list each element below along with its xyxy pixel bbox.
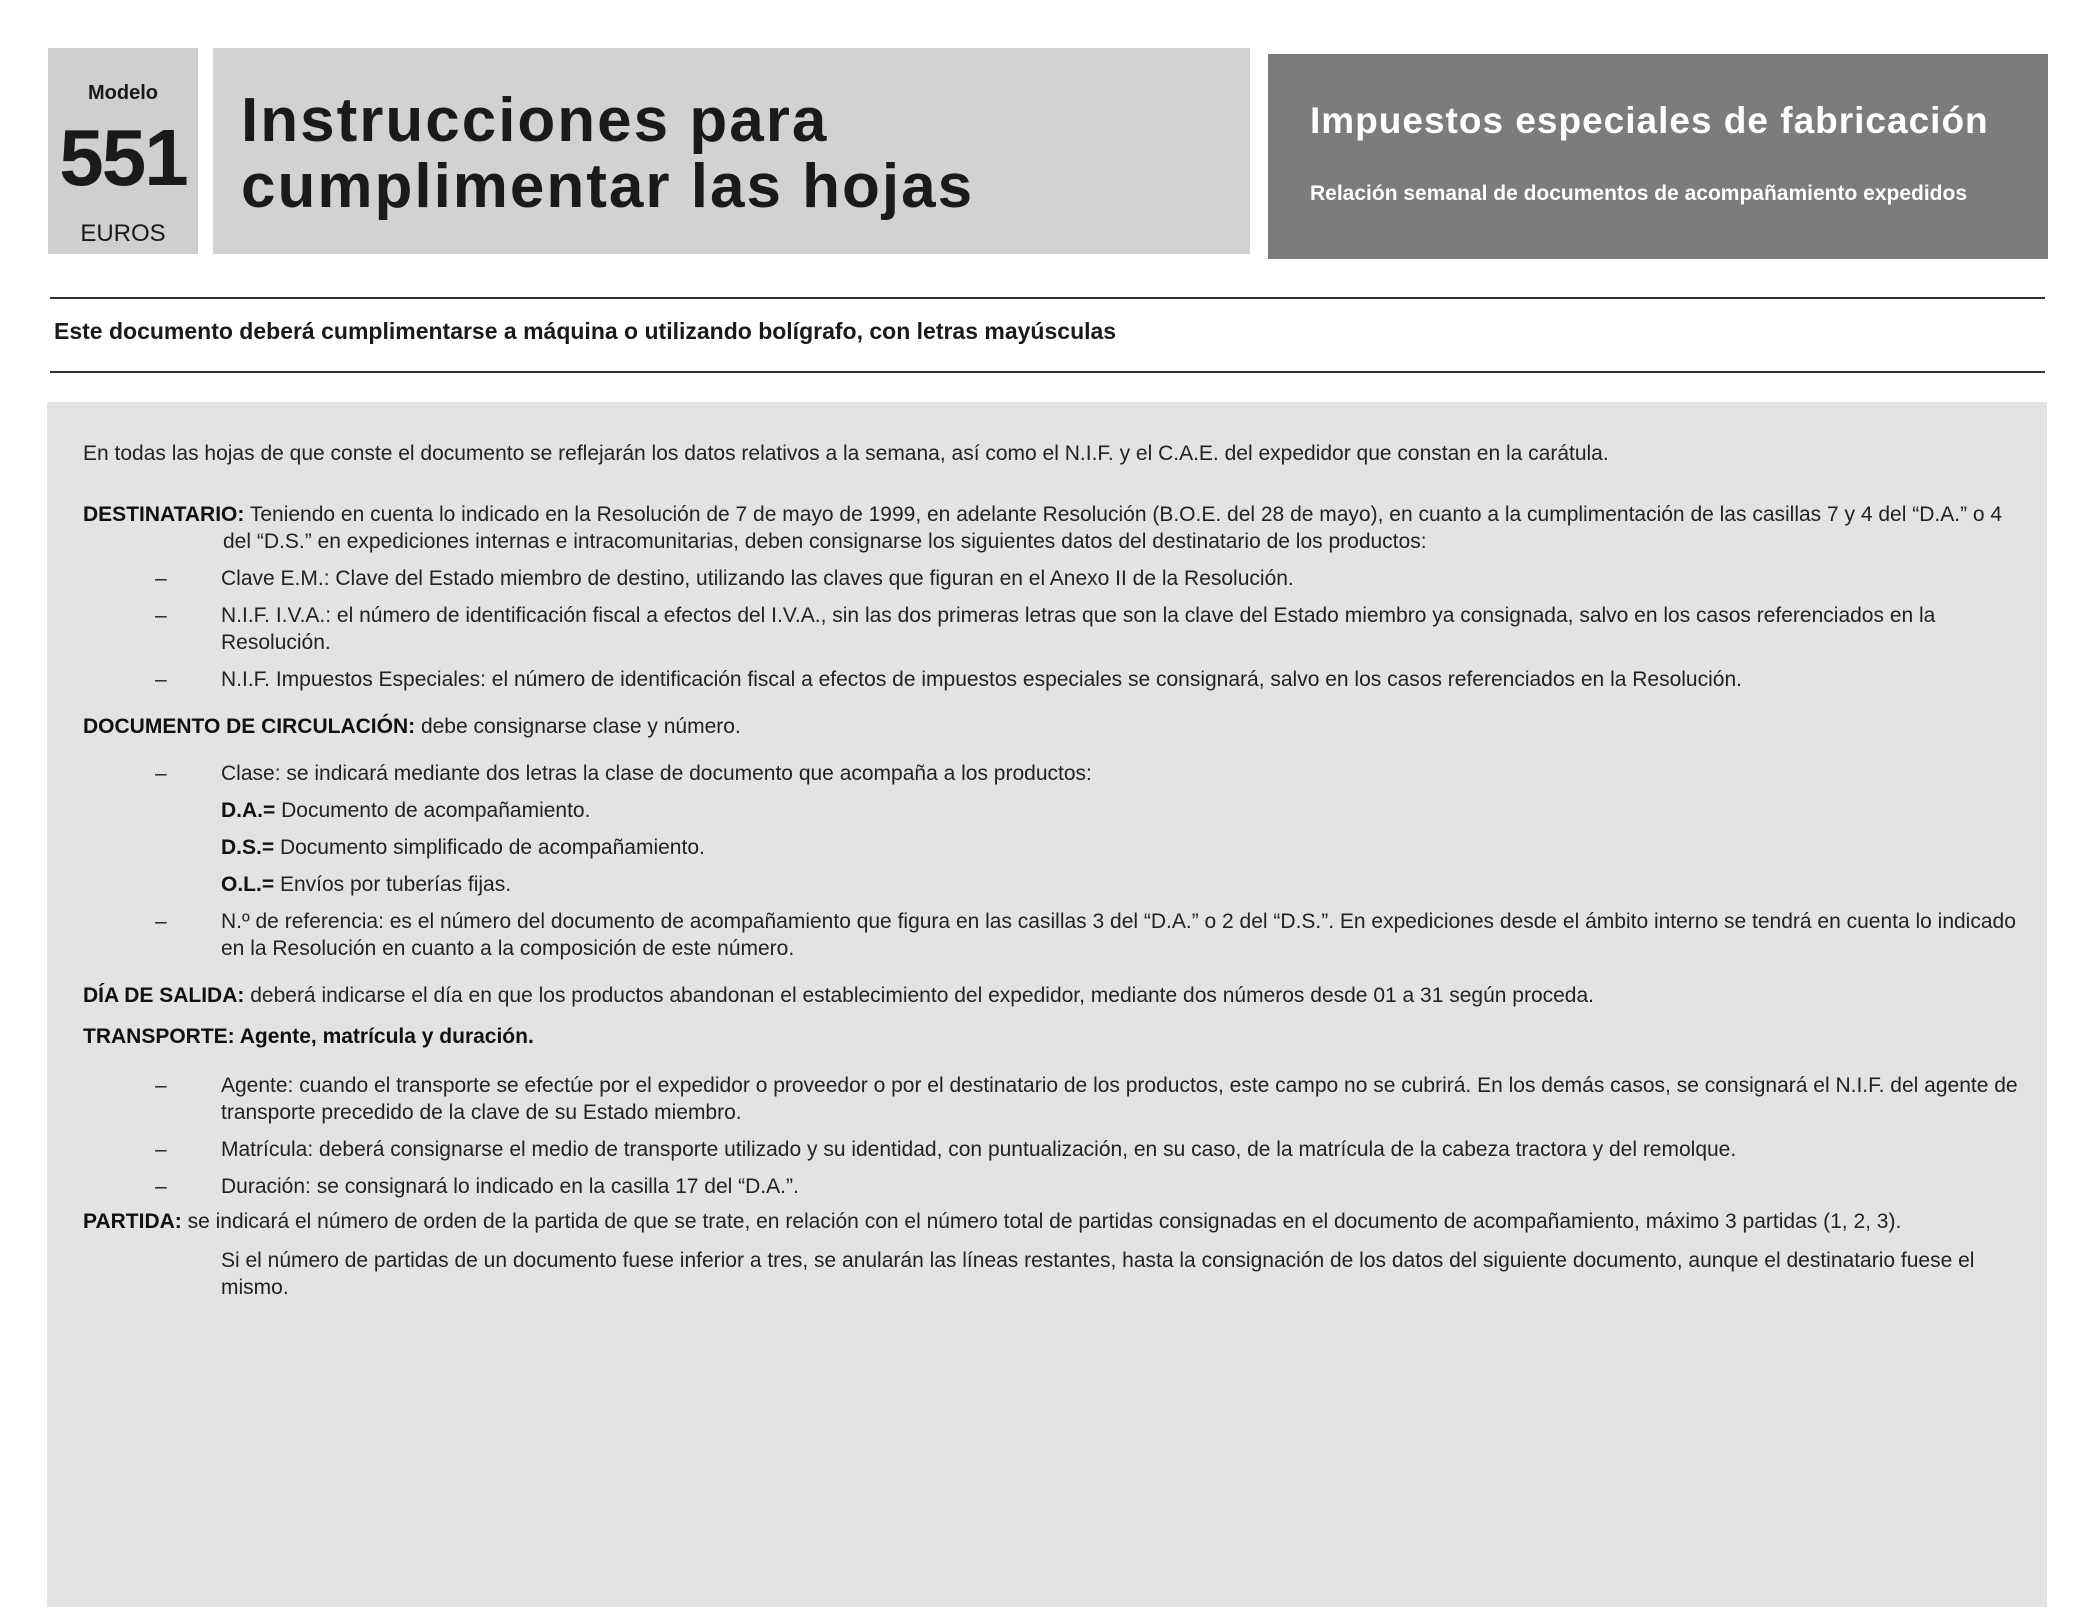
divider	[50, 297, 2045, 299]
documento-label: DOCUMENTO DE CIRCULACIÓN:	[83, 715, 416, 738]
transporte-label: TRANSPORTE:	[83, 1025, 235, 1048]
transporte-paragraph: TRANSPORTE: Agente, matrícula y duración.	[83, 1025, 534, 1048]
currency-label: EUROS	[80, 220, 166, 247]
dash-marker: –	[155, 1074, 167, 1097]
destinatario-label: DESTINATARIO:	[83, 503, 245, 526]
partida-label: PARTIDA:	[83, 1210, 182, 1233]
divider	[50, 371, 2045, 373]
dash-marker: –	[155, 567, 167, 590]
destinatario-text: Teniendo en cuenta lo indicado en la Resolución de 7 de mayo de 1999, en adelante Resolución (B.O.E. del 28 de mayo), en cuanto a la cumplimentación de las casillas 7 y 4 del “D.A.” o 4 del “D.S.” en expediciones internas e intracomunitarias, deben consignarse los siguientes datos del destinatario de los productos:	[223, 503, 2003, 553]
list-item: – N.I.F. I.V.A.: el número de identificación fiscal a efectos del I.V.A., sin las dos primeras letras que son la clave del Estado miembro ya consignada, salvo en los casos referenciados en la Resolución.	[155, 604, 1936, 654]
model-label: Modelo	[88, 82, 158, 104]
list-item: – Agente: cuando el transporte se efectúe por el expedidor o proveedor o por el destinatario de los productos, este campo no se cubrirá. En los demás casos, se consignará el N.I.F. del agente de transporte precedido de la clave de su Estado miembro.	[155, 1074, 2018, 1124]
model-number: 551	[59, 113, 187, 202]
code-item: D.S.= Documento simplificado de acompañamiento.	[221, 836, 705, 859]
tax-title: Impuestos especiales de fabricación	[1310, 100, 1989, 141]
tax-subtitle: Relación semanal de documentos de acompañamiento expedidos	[1310, 182, 1968, 205]
destinatario-paragraph	[83, 501, 2023, 555]
list-item: – Matrícula: deberá consignarse el medio de transporte utilizado y su identidad, con puntualización, en su caso, de la matrícula de la cabeza tractora y del remolque.	[155, 1138, 1737, 1161]
list-item: – Clave E.M.: Clave del Estado miembro de destino, utilizando las claves que figuran en el Anexo II de la Resolución.	[155, 567, 1294, 590]
documento-paragraph: DOCUMENTO DE CIRCULACIÓN: debe consignarse clase y número.	[83, 715, 741, 738]
model-box	[48, 48, 198, 254]
list-item: – N.I.F. Impuestos Especiales: el número de identificación fiscal a efectos de impuestos especiales se consignará, salvo en los casos referenciados en la Resolución.	[155, 668, 1742, 691]
instructions-content	[83, 432, 2023, 1301]
list-item: – N.º de referencia: es el número del documento de acompañamiento que figura en las casillas 3 del “D.A.” o 2 del “D.S.”. En expediciones desde el ámbito interno se tendrá en cuenta lo indicado en la Resolución en cuanto a la composición de este número.	[155, 910, 2016, 960]
partida-paragraph: PARTIDA: se indicará el número de orden de la partida de que se trate, en relación con el número total de partidas consignadas en el documento de acompañamiento, máximo 3 partidas (1, 2, 3).	[83, 1210, 1902, 1233]
code-item: D.A.= Documento de acompañamiento.	[221, 799, 591, 822]
notice: Este documento deberá cumplimentarse a máquina o utilizando bolígrafo, con letras mayúsculas	[54, 318, 1117, 344]
dia-salida-paragraph: DÍA DE SALIDA: deberá indicarse el día en que los productos abandonan el establecimiento del expedidor, mediante dos números desde 01 a 31 según proceda.	[83, 984, 1594, 1007]
dash-marker: –	[155, 604, 167, 627]
list-item: – Clase: se indicará mediante dos letras la clase de documento que acompaña a los productos:	[155, 762, 1092, 785]
tax-box	[1268, 54, 2048, 259]
dia-salida-label: DÍA DE SALIDA:	[83, 984, 245, 1007]
dash-marker: –	[155, 1175, 167, 1198]
title-box	[213, 48, 1250, 254]
list-item: – Duración: se consignará lo indicado en la casilla 17 del “D.A.”.	[155, 1175, 799, 1198]
intro-paragraph: En todas las hojas de que conste el documento se reflejarán los datos relativos a la semana, así como el N.I.F. y el C.A.E. del expedidor que constan en la carátula.	[83, 442, 1609, 465]
partida-note: Si el número de partidas de un documento fuese inferior a tres, se anularán las líneas restantes, hasta la consignación de los datos del siguiente documento, aunque el destinatario fuese el mismo.	[221, 1249, 1975, 1299]
dash-marker: –	[155, 762, 167, 785]
code-item: O.L.= Envíos por tuberías fijas.	[221, 873, 512, 896]
dash-marker: –	[155, 1138, 167, 1161]
dash-marker: –	[155, 668, 167, 691]
instructions-panel	[47, 402, 2047, 1607]
dash-marker: –	[155, 910, 167, 933]
page-title: Instrucciones para cumplimentar las hojas	[241, 86, 975, 221]
